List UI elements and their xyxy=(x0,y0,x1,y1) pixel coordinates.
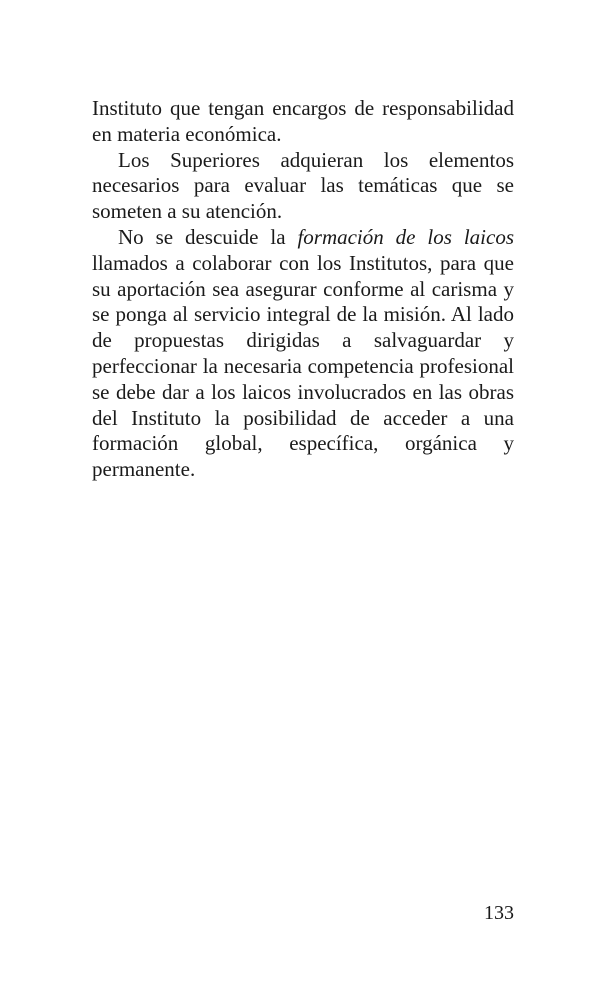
paragraph-laicos xyxy=(92,225,514,483)
paragraph-continuation: Instituto que tengan encargos de responsabilidad en materia económica. xyxy=(92,96,514,146)
paragraph-superiores: Los Superiores adquieran los elementos necesarios para evaluar las temáticas que se someten a su atención. xyxy=(92,147,514,224)
body-text xyxy=(92,96,514,483)
page-number: 133 xyxy=(484,902,514,924)
paragraph-laicos-lead: No se descuide la xyxy=(118,224,298,249)
paragraph-laicos-rest: llamados a colaborar con los Institutos, para que su aportación sea asegurar conforme al carisma y se ponga al servicio integral de la misión. Al lado de propuestas dirigidas a salvaguardar y perfeccionar la necesaria competencia profesional se debe dar a los laicos involucrados en las obras del Instituto la posibilidad de acceder a una formación global, específica, orgánica y permanente. xyxy=(92,250,514,482)
emphasis-formacion-laicos: formación de los laicos xyxy=(297,224,514,249)
